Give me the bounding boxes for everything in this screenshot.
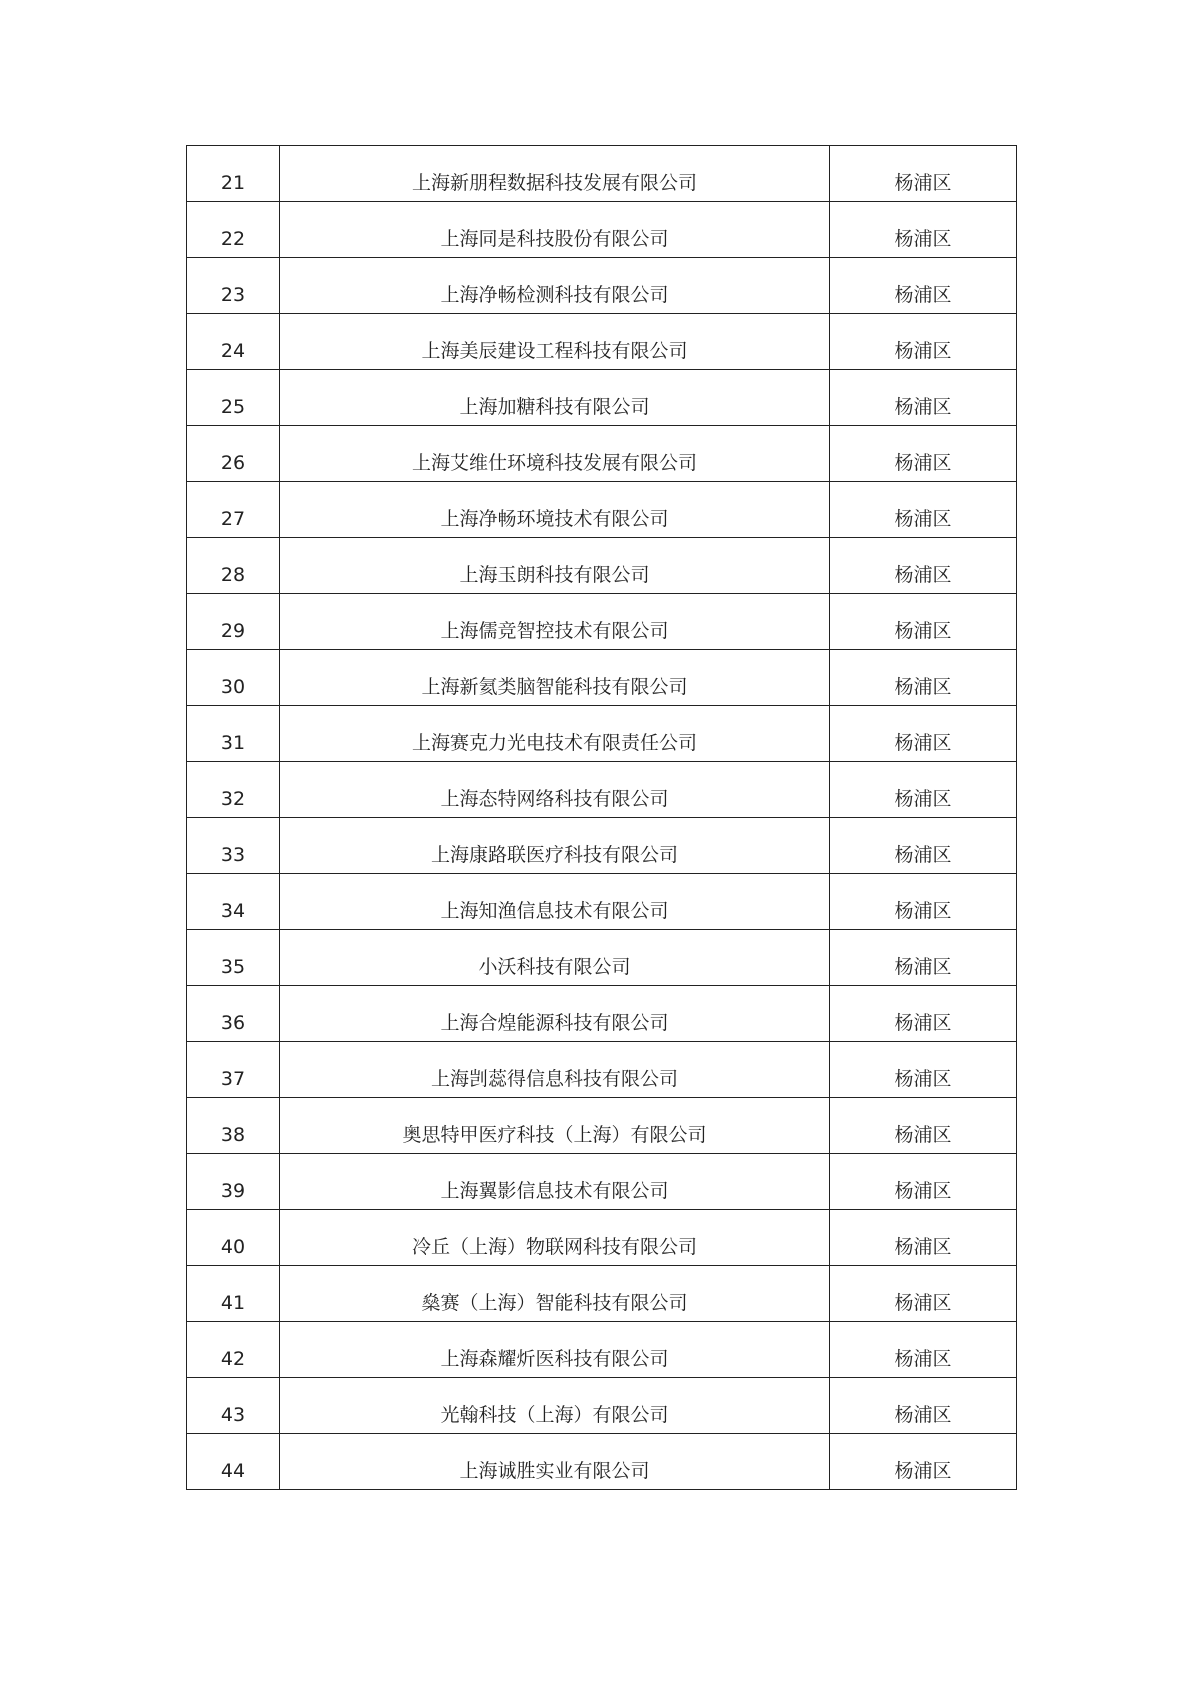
row-number-text: 38: [220, 1124, 246, 1146]
row-number-cell: [187, 874, 280, 930]
company-name-text: 小沃科技有限公司: [478, 956, 631, 978]
row-number-text: 24: [220, 340, 246, 362]
district-cell: [830, 146, 1017, 202]
district-text: 杨浦区: [894, 1068, 952, 1090]
company-name-cell: [280, 1042, 830, 1098]
company-name-text: 上海加糖科技有限公司: [459, 396, 650, 418]
row-number-text: 30: [220, 676, 246, 698]
row-number-text: 22: [220, 228, 246, 250]
district-cell: [830, 706, 1017, 762]
table-row: [187, 762, 1017, 818]
company-name-cell: [280, 314, 830, 370]
district-cell: [830, 986, 1017, 1042]
row-number-cell: [187, 1266, 280, 1322]
row-number-cell: [187, 706, 280, 762]
district-cell: [830, 650, 1017, 706]
table-row: [187, 538, 1017, 594]
district-text: 杨浦区: [894, 788, 952, 810]
row-number-text: 34: [220, 900, 246, 922]
district-cell: [830, 202, 1017, 258]
row-number-cell: [187, 202, 280, 258]
district-cell: [830, 426, 1017, 482]
company-name-cell: [280, 650, 830, 706]
company-list-table: [186, 145, 1017, 1490]
table-row: [187, 1210, 1017, 1266]
district-text: 杨浦区: [894, 452, 952, 474]
district-text: 杨浦区: [894, 1348, 952, 1370]
row-number-cell: [187, 538, 280, 594]
district-text: 杨浦区: [894, 508, 952, 530]
row-number-cell: [187, 1098, 280, 1154]
district-cell: [830, 1210, 1017, 1266]
company-name-text: 上海玉朗科技有限公司: [459, 564, 650, 586]
company-name-cell: [280, 706, 830, 762]
district-cell: [830, 874, 1017, 930]
district-text: 杨浦区: [894, 228, 952, 250]
table-row: [187, 1378, 1017, 1434]
row-number-cell: [187, 258, 280, 314]
table-row: [187, 1154, 1017, 1210]
table-row: [187, 706, 1017, 762]
district-text: 杨浦区: [894, 620, 952, 642]
row-number-cell: [187, 594, 280, 650]
table-row: [187, 930, 1017, 986]
row-number-cell: [187, 1378, 280, 1434]
table-row: [187, 314, 1017, 370]
row-number-cell: [187, 1434, 280, 1490]
district-text: 杨浦区: [894, 1012, 952, 1034]
district-cell: [830, 1378, 1017, 1434]
row-number-text: 41: [220, 1292, 246, 1314]
row-number-cell: [187, 1322, 280, 1378]
row-number-cell: [187, 650, 280, 706]
row-number-text: 44: [220, 1460, 246, 1482]
row-number-text: 40: [220, 1236, 246, 1258]
company-name-text: 冷丘（上海）物联网科技有限公司: [411, 1236, 697, 1258]
company-name-cell: [280, 986, 830, 1042]
company-name-text: 上海赛克力光电技术有限责任公司: [411, 732, 697, 754]
district-cell: [830, 1154, 1017, 1210]
table-row: [187, 874, 1017, 930]
table-row: [187, 818, 1017, 874]
district-cell: [830, 258, 1017, 314]
row-number-cell: [187, 426, 280, 482]
row-number-text: 36: [220, 1012, 246, 1034]
row-number-text: 32: [220, 788, 246, 810]
district-cell: [830, 314, 1017, 370]
row-number-cell: [187, 1154, 280, 1210]
district-text: 杨浦区: [894, 1180, 952, 1202]
company-name-cell: [280, 762, 830, 818]
company-name-text: 上海翼影信息技术有限公司: [440, 1180, 669, 1202]
row-number-text: 43: [220, 1404, 246, 1426]
company-name-cell: [280, 930, 830, 986]
company-name-text: 上海新朋程数据科技发展有限公司: [411, 172, 697, 194]
row-number-text: 23: [220, 284, 246, 306]
company-name-cell: [280, 370, 830, 426]
company-name-text: 上海同是科技股份有限公司: [440, 228, 669, 250]
row-number-cell: [187, 1210, 280, 1266]
company-name-text: 上海新氦类脑智能科技有限公司: [421, 676, 688, 698]
company-name-cell: [280, 874, 830, 930]
row-number-text: 31: [220, 732, 246, 754]
company-name-cell: [280, 1266, 830, 1322]
row-number-cell: [187, 370, 280, 426]
table-row: [187, 1042, 1017, 1098]
company-name-text: 上海艾维仕环境科技发展有限公司: [411, 452, 697, 474]
company-name-cell: [280, 1378, 830, 1434]
district-text: 杨浦区: [894, 1236, 952, 1258]
table-row: [187, 1098, 1017, 1154]
company-name-text: 上海康路联医疗科技有限公司: [430, 844, 678, 866]
row-number-cell: [187, 818, 280, 874]
row-number-text: 21: [220, 172, 246, 194]
company-name-text: 光翰科技（上海）有限公司: [440, 1404, 669, 1426]
district-text: 杨浦区: [894, 172, 952, 194]
company-name-text: 上海合煌能源科技有限公司: [440, 1012, 669, 1034]
company-name-text: 上海儒竞智控技术有限公司: [440, 620, 669, 642]
row-number-text: 35: [220, 956, 246, 978]
company-name-cell: [280, 818, 830, 874]
district-cell: [830, 1042, 1017, 1098]
district-cell: [830, 1434, 1017, 1490]
company-name-text: 上海知渔信息技术有限公司: [440, 900, 669, 922]
district-cell: [830, 930, 1017, 986]
row-number-text: 33: [220, 844, 246, 866]
district-text: 杨浦区: [894, 1404, 952, 1426]
table-row: [187, 650, 1017, 706]
table-row: [187, 258, 1017, 314]
row-number-text: 26: [220, 452, 246, 474]
district-text: 杨浦区: [894, 340, 952, 362]
row-number-text: 29: [220, 620, 246, 642]
table-row: [187, 426, 1017, 482]
district-text: 杨浦区: [894, 1460, 952, 1482]
row-number-cell: [187, 482, 280, 538]
district-text: 杨浦区: [894, 844, 952, 866]
district-cell: [830, 1266, 1017, 1322]
company-name-text: 上海诚胜实业有限公司: [459, 1460, 650, 1482]
row-number-cell: [187, 930, 280, 986]
company-name-cell: [280, 258, 830, 314]
row-number-text: 25: [220, 396, 246, 418]
company-name-text: 上海森耀炘医科技有限公司: [440, 1348, 669, 1370]
company-name-cell: [280, 1210, 830, 1266]
table-row: [187, 986, 1017, 1042]
district-cell: [830, 538, 1017, 594]
row-number-text: 42: [220, 1348, 246, 1370]
company-name-text: 上海剀蕊得信息科技有限公司: [430, 1068, 678, 1090]
district-text: 杨浦区: [894, 732, 952, 754]
row-number-cell: [187, 146, 280, 202]
table-row: [187, 202, 1017, 258]
district-text: 杨浦区: [894, 396, 952, 418]
table-row: [187, 1322, 1017, 1378]
district-text: 杨浦区: [894, 284, 952, 306]
district-cell: [830, 818, 1017, 874]
district-text: 杨浦区: [894, 1124, 952, 1146]
company-name-text: 上海美辰建设工程科技有限公司: [421, 340, 688, 362]
table-row: [187, 146, 1017, 202]
district-text: 杨浦区: [894, 900, 952, 922]
row-number-cell: [187, 762, 280, 818]
district-text: 杨浦区: [894, 956, 952, 978]
district-text: 杨浦区: [894, 676, 952, 698]
company-name-cell: [280, 1098, 830, 1154]
table-row: [187, 594, 1017, 650]
district-cell: [830, 1322, 1017, 1378]
company-name-text: 奥思特甲医疗科技（上海）有限公司: [402, 1124, 707, 1146]
table-row: [187, 1266, 1017, 1322]
company-name-cell: [280, 426, 830, 482]
table-row: [187, 370, 1017, 426]
row-number-cell: [187, 314, 280, 370]
company-name-text: 燊赛（上海）智能科技有限公司: [421, 1292, 688, 1314]
district-cell: [830, 370, 1017, 426]
company-name-cell: [280, 538, 830, 594]
row-number-text: 28: [220, 564, 246, 586]
district-cell: [830, 482, 1017, 538]
district-text: 杨浦区: [894, 564, 952, 586]
company-name-text: 上海态特网络科技有限公司: [440, 788, 669, 810]
table-row: [187, 482, 1017, 538]
company-name-cell: [280, 594, 830, 650]
company-name-cell: [280, 146, 830, 202]
company-name-cell: [280, 1154, 830, 1210]
row-number-cell: [187, 1042, 280, 1098]
district-text: 杨浦区: [894, 1292, 952, 1314]
row-number-text: 37: [220, 1068, 246, 1090]
company-name-cell: [280, 482, 830, 538]
district-cell: [830, 594, 1017, 650]
row-number-text: 39: [220, 1180, 246, 1202]
row-number-text: 27: [220, 508, 246, 530]
district-cell: [830, 762, 1017, 818]
table-row: [187, 1434, 1017, 1490]
row-number-cell: [187, 986, 280, 1042]
company-name-cell: [280, 1322, 830, 1378]
district-cell: [830, 1098, 1017, 1154]
company-name-text: 上海净畅检测科技有限公司: [440, 284, 669, 306]
company-name-cell: [280, 202, 830, 258]
table-body: [187, 146, 1017, 1490]
company-name-cell: [280, 1434, 830, 1490]
company-name-text: 上海净畅环境技术有限公司: [440, 508, 669, 530]
